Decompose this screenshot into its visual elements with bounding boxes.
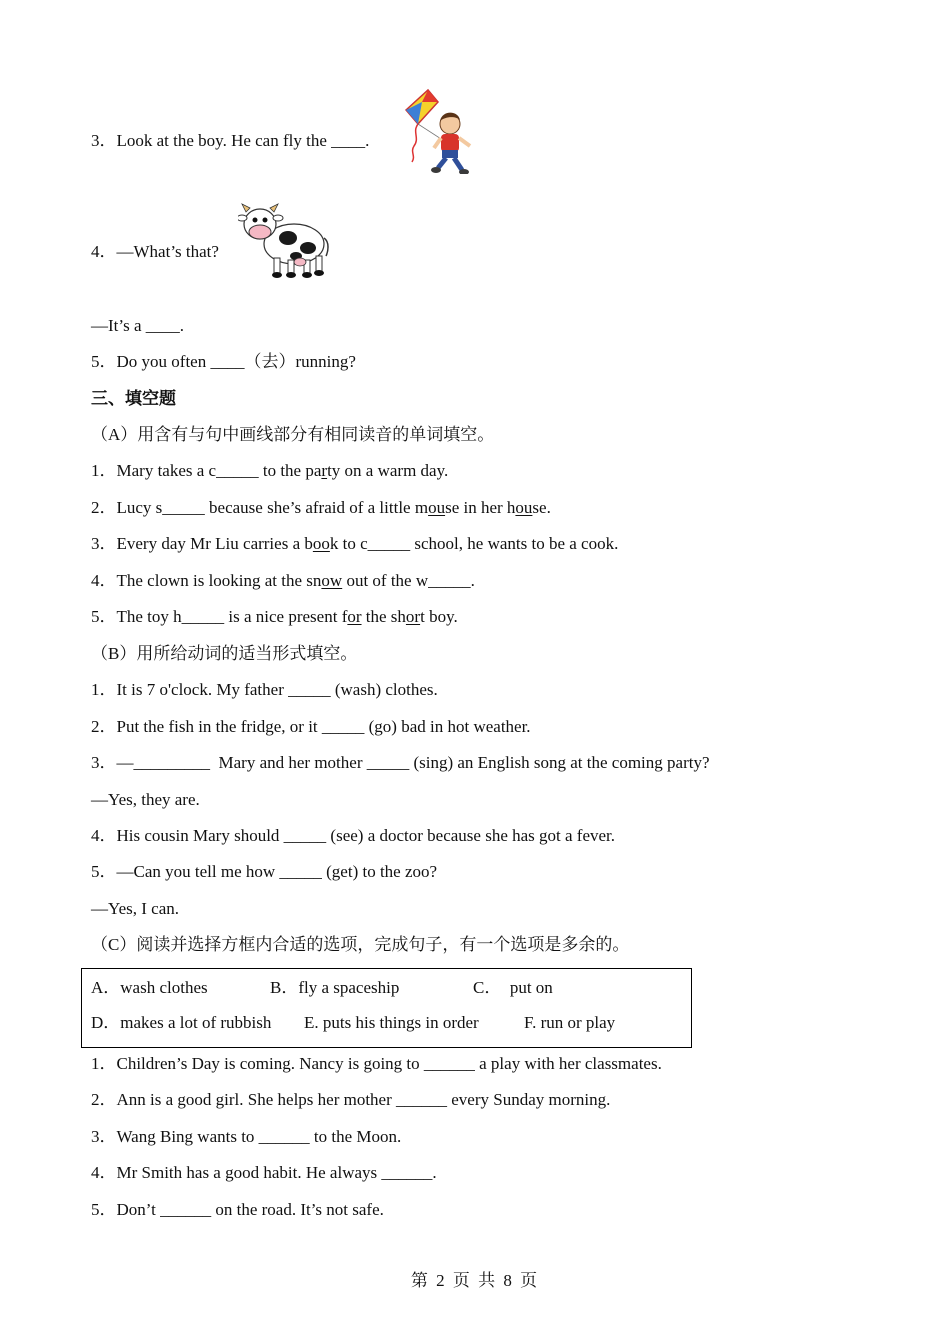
part-a-question-4: 4．The clown is looking at the snow out of the w_____. xyxy=(91,571,475,590)
cow-image xyxy=(238,198,330,280)
question-4-answer: —It’s a ____. xyxy=(91,316,185,335)
part-b-question-1: 1．It is 7 o'clock. My father _____ (wash) clothes. xyxy=(91,680,438,699)
part-a-question-2: 2．Lucy s_____ because she’s afraid of a little mouse in her house. xyxy=(91,498,551,517)
page-footer: 第 2 页 共 8 页 xyxy=(410,1271,540,1290)
option-e: E. puts his things in order xyxy=(304,1013,479,1032)
option-d: D．makes a lot of rubbish xyxy=(91,1013,272,1032)
question-5-running: 5．Do you often ____（去）running? xyxy=(91,352,356,371)
part-c-question-3: 3．Wang Bing wants to ______ to the Moon. xyxy=(91,1127,402,1146)
part-b-question-5-answer: —Yes, I can. xyxy=(91,899,179,918)
options-box xyxy=(81,968,692,1048)
option-c: C． put on xyxy=(473,978,553,997)
part-a-question-1: 1．Mary takes a c_____ to the party on a warm day. xyxy=(91,461,449,480)
part-a-instruction: （A）用含有与句中画线部分有相同读音的单词填空。 xyxy=(91,425,495,444)
running-boy-icon xyxy=(431,113,470,174)
option-a: A．wash clothes xyxy=(91,978,208,997)
boy-with-kite-image xyxy=(398,88,476,174)
part-b-question-2: 2．Put the fish in the fridge, or it _____ (go) bad in hot weather. xyxy=(91,717,531,736)
cow-icon xyxy=(238,204,328,278)
question-3-kite: 3．Look at the boy. He can fly the ____. xyxy=(91,131,370,150)
question-4-cow: 4．—What’s that? xyxy=(91,242,219,261)
part-a-question-3: 3．Every day Mr Liu carries a book to c_____ school, he wants to be a cook. xyxy=(91,534,619,553)
part-b-question-3: 3．—_________ Mary and her mother _____ (sing) an English song at the coming party? xyxy=(91,753,710,772)
section-3-title: 三、填空题 xyxy=(91,389,176,408)
part-b-question-3-answer: —Yes, they are. xyxy=(91,790,200,809)
part-c-instruction: （C）阅读并选择方框内合适的选项，完成句子，有一个选项是多余的。 xyxy=(91,935,630,954)
part-c-question-1: 1．Children’s Day is coming. Nancy is going to ______ a play with her classmates. xyxy=(91,1054,662,1073)
part-c-question-5: 5．Don’t ______ on the road. It’s not safe. xyxy=(91,1200,384,1219)
part-c-question-2: 2．Ann is a good girl. She helps her mother ______ every Sunday morning. xyxy=(91,1090,611,1109)
part-c-question-4: 4．Mr Smith has a good habit. He always ______. xyxy=(91,1163,437,1182)
part-b-question-4: 4．His cousin Mary should _____ (see) a doctor because she has got a fever. xyxy=(91,826,616,845)
option-f: F. run or play xyxy=(524,1013,616,1032)
part-b-question-5: 5．—Can you tell me how _____ (get) to the zoo? xyxy=(91,862,438,881)
part-a-question-5: 5．The toy h_____ is a nice present for the short boy. xyxy=(91,607,458,626)
part-b-instruction: （B）用所给动词的适当形式填空。 xyxy=(91,644,358,663)
option-b: B．fly a spaceship xyxy=(270,978,400,997)
